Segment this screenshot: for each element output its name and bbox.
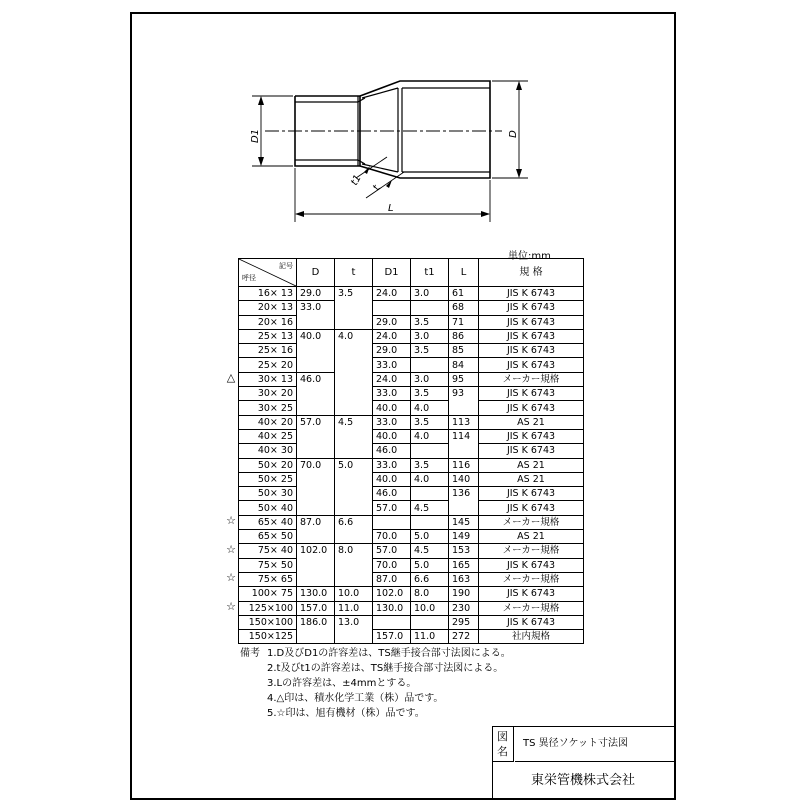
t1-cell: 3.5 [411,315,449,329]
label-t: t [371,183,383,193]
D-cell [297,387,335,401]
t-cell: 8.0 [335,544,373,558]
label-t1: t1 [349,173,364,188]
L-cell: 93 [449,387,479,401]
size-cell: 30× 25 [239,401,297,415]
size-cell: 25× 16 [239,344,297,358]
size-cell: 50× 20 [239,458,297,472]
D1-cell: 70.0 [373,530,411,544]
L-cell: 68 [449,301,479,315]
D1-cell: 40.0 [373,401,411,415]
L-cell: 230 [449,601,479,615]
large-end-outline [360,81,490,178]
t-cell [335,572,373,586]
D-cell [297,429,335,443]
L-cell: 85 [449,344,479,358]
L-cell: 61 [449,287,479,301]
t1-cell: 3.0 [411,372,449,386]
D-cell [297,315,335,329]
spec-cell: JIS K 6743 [479,315,584,329]
table-row [239,387,584,401]
D-cell [297,558,335,572]
table-row [239,487,584,501]
size-cell: 65× 40 [239,515,297,529]
L-cell: 136 [449,487,479,501]
D1-cell: 33.0 [373,458,411,472]
spec-cell: AS 21 [479,458,584,472]
title-block [492,726,676,800]
spec-cell: JIS K 6743 [479,587,584,601]
D1-cell: 24.0 [373,287,411,301]
star-mark-icon: ☆ [226,514,236,528]
size-cell: 75× 40 [239,544,297,558]
t1-cell: 10.0 [411,601,449,615]
table-row [239,372,584,386]
size-cell: 30× 20 [239,387,297,401]
L-cell: 165 [449,558,479,572]
t-cell [335,372,373,386]
t1-cell: 3.5 [411,458,449,472]
label-D: D [508,130,519,138]
t1-cell: 4.0 [411,429,449,443]
D-cell: 40.0 [297,329,335,343]
D-cell [297,444,335,458]
t-cell [335,315,373,329]
size-cell: 40× 25 [239,429,297,443]
table-row [239,444,584,458]
notes-heading: 備考 [240,648,260,659]
spec-cell: JIS K 6743 [479,287,584,301]
D-cell: 130.0 [297,587,335,601]
D-cell: 29.0 [297,287,335,301]
size-cell: 125×100 [239,601,297,615]
header-kigo: 記号 [279,262,293,270]
size-cell: 40× 30 [239,444,297,458]
notes [240,646,511,721]
D1-cell: 57.0 [373,501,411,515]
L-cell: 190 [449,587,479,601]
spec-cell: JIS K 6743 [479,329,584,343]
t-cell [335,387,373,401]
t-cell: 3.5 [335,287,373,301]
t1-cell: 11.0 [411,630,449,644]
D-cell: 70.0 [297,458,335,472]
L-cell: 153 [449,544,479,558]
t-cell [335,344,373,358]
D1-cell: 33.0 [373,415,411,429]
table-row [239,630,584,644]
spec-cell: AS 21 [479,472,584,486]
t1-cell [411,515,449,529]
size-cell: 25× 13 [239,329,297,343]
spec-cell: JIS K 6743 [479,444,584,458]
D1-cell: 29.0 [373,315,411,329]
D-cell [297,344,335,358]
table-row [239,429,584,443]
L-cell: 116 [449,458,479,472]
table-row [239,472,584,486]
D-cell [297,630,335,644]
t1-cell: 5.0 [411,558,449,572]
D-cell: 186.0 [297,615,335,629]
size-cell: 65× 50 [239,530,297,544]
title-zumei-2: 名 [497,745,508,758]
D1-cell: 57.0 [373,544,411,558]
L-cell: 113 [449,415,479,429]
spec-cell: JIS K 6743 [479,358,584,372]
t1-cell: 4.0 [411,472,449,486]
D1-cell [373,615,411,629]
t1-cell: 4.5 [411,544,449,558]
D-cell [297,358,335,372]
t1-cell [411,444,449,458]
D1-cell [373,515,411,529]
star-mark-icon: ☆ [226,600,236,614]
note-item: 3.Lの許容差は、±4mmとする。 [267,678,417,689]
D1-cell: 102.0 [373,587,411,601]
L-cell [449,401,479,415]
size-cell: 100× 75 [239,587,297,601]
D1-cell [373,301,411,315]
spec-cell: AS 21 [479,415,584,429]
t1-cell: 3.5 [411,415,449,429]
t-cell [335,301,373,315]
size-cell: 75× 50 [239,558,297,572]
spec-cell: AS 21 [479,530,584,544]
star-mark-icon: ☆ [226,542,236,556]
spec-cell: メーカー規格 [479,372,584,386]
L-cell: 149 [449,530,479,544]
t-cell: 5.0 [335,458,373,472]
D1-cell: 24.0 [373,372,411,386]
size-cell: 150×100 [239,615,297,629]
t1-cell: 6.6 [411,572,449,586]
table-row [239,572,584,586]
size-cell: 150×125 [239,630,297,644]
table-row [239,344,584,358]
spec-cell: JIS K 6743 [479,387,584,401]
table-row [239,358,584,372]
D-cell: 33.0 [297,301,335,315]
spec-cell: メーカー規格 [479,515,584,529]
t-cell [335,429,373,443]
table-row [239,458,584,472]
L-cell: 86 [449,329,479,343]
D-cell [297,487,335,501]
D-cell: 157.0 [297,601,335,615]
title-company: 東栄管機株式会社 [530,773,635,788]
small-end-outline [295,96,360,166]
L-cell: 163 [449,572,479,586]
spec-cell: メーカー規格 [479,544,584,558]
t-cell [335,558,373,572]
L-cell: 84 [449,358,479,372]
L-cell: 114 [449,429,479,443]
D-cell [297,572,335,586]
t1-cell [411,358,449,372]
header-t: t [335,259,373,287]
t-cell: 4.5 [335,415,373,429]
note-row-1 [240,646,511,661]
header-spec: 規 格 [479,259,584,287]
t-cell: 4.0 [335,329,373,343]
label-L: L [388,203,394,214]
note-item: 1.D及びD1の許容差は、TS継手接合部寸法図による。 [267,648,511,659]
triangle-mark-icon: △ [226,371,236,385]
table-row [239,544,584,558]
t-cell [335,501,373,515]
L-cell: 71 [449,315,479,329]
spec-cell: JIS K 6743 [479,301,584,315]
t-cell: 11.0 [335,601,373,615]
L-cell: 140 [449,472,479,486]
t-cell [335,530,373,544]
t1-cell: 5.0 [411,530,449,544]
header-t1: t1 [411,259,449,287]
table-row [239,287,584,301]
t-cell: 13.0 [335,615,373,629]
D1-cell: 40.0 [373,472,411,486]
L-cell: 95 [449,372,479,386]
D1-cell: 29.0 [373,344,411,358]
t-cell [335,630,373,644]
header-corner [239,259,297,287]
size-cell: 20× 16 [239,315,297,329]
t-cell: 10.0 [335,587,373,601]
table-row [239,301,584,315]
D1-cell: 33.0 [373,387,411,401]
label-D1: D1 [250,128,261,144]
D1-cell: 33.0 [373,358,411,372]
D-cell: 102.0 [297,544,335,558]
header-D1: D1 [373,259,411,287]
table-header-row [239,259,584,287]
spec-cell: JIS K 6743 [479,501,584,515]
D-cell: 57.0 [297,415,335,429]
size-cell: 40× 20 [239,415,297,429]
t1-cell [411,487,449,501]
table-row [239,587,584,601]
t-cell [335,401,373,415]
t-cell [335,487,373,501]
D1-cell: 24.0 [373,329,411,343]
spec-cell: JIS K 6743 [479,429,584,443]
D-cell [297,472,335,486]
size-cell: 50× 30 [239,487,297,501]
reducer-socket-drawing [0,0,809,240]
spec-cell: メーカー規格 [479,572,584,586]
D1-cell: 46.0 [373,444,411,458]
D-cell [297,501,335,515]
t-cell [335,358,373,372]
L-cell: 145 [449,515,479,529]
L-cell: 272 [449,630,479,644]
size-cell: 16× 13 [239,287,297,301]
D1-cell: 130.0 [373,601,411,615]
table-row [239,501,584,515]
t1-cell: 4.5 [411,501,449,515]
spec-cell: JIS K 6743 [479,487,584,501]
title-zumei-1: 図 [497,730,508,743]
table-row [239,615,584,629]
size-cell: 20× 13 [239,301,297,315]
size-cell: 75× 65 [239,572,297,586]
t1-cell: 4.0 [411,401,449,415]
unit-label: 単位:mm [508,251,551,262]
table-body [239,287,584,644]
D1-cell: 40.0 [373,429,411,443]
D-cell: 87.0 [297,515,335,529]
spec-cell: JIS K 6743 [479,615,584,629]
size-cell: 30× 13 [239,372,297,386]
spec-cell: JIS K 6743 [479,401,584,415]
table-row [239,515,584,529]
header-kokei: 呼径 [242,274,256,282]
L-cell [449,501,479,515]
t-cell: 6.6 [335,515,373,529]
t1-cell: 3.0 [411,329,449,343]
table-row [239,329,584,343]
spec-cell: JIS K 6743 [479,344,584,358]
note-item: 2.t及びt1の許容差は、TS継手接合部寸法図による。 [267,663,504,674]
table-row [239,530,584,544]
title-zumei [492,726,514,762]
note-row-5 [240,706,511,721]
t-cell [335,472,373,486]
note-row-3 [240,676,511,691]
table-row [239,558,584,572]
t1-cell [411,615,449,629]
t1-cell [411,301,449,315]
size-cell: 25× 20 [239,358,297,372]
table-row [239,415,584,429]
L-cell [449,444,479,458]
note-item: 4.△印は、積水化学工業（株）品です。 [267,693,444,704]
D1-cell: 157.0 [373,630,411,644]
dimension-table [238,258,584,644]
table-row [239,601,584,615]
D-cell [297,401,335,415]
table-row [239,315,584,329]
header-D: D [297,259,335,287]
size-cell: 50× 25 [239,472,297,486]
t1-cell: 3.5 [411,344,449,358]
L-cell: 295 [449,615,479,629]
t-cell [335,444,373,458]
size-cell: 50× 40 [239,501,297,515]
table-row [239,401,584,415]
note-item: 5.☆印は、旭有機材（株）品です。 [267,708,425,719]
t1-cell: 3.5 [411,387,449,401]
title-drawing-name: TS 異径ソケット寸法図 [515,726,674,762]
note-row-2 [240,661,511,676]
star-mark-icon: ☆ [226,571,236,585]
D-cell [297,530,335,544]
D-cell: 46.0 [297,372,335,386]
spec-cell: JIS K 6743 [479,558,584,572]
note-row-4 [240,691,511,706]
t1-cell: 8.0 [411,587,449,601]
D1-cell: 46.0 [373,487,411,501]
D1-cell: 70.0 [373,558,411,572]
t1-cell: 3.0 [411,287,449,301]
header-L: L [449,259,479,287]
D1-cell: 87.0 [373,572,411,586]
spec-cell: 社内規格 [479,630,584,644]
spec-cell: メーカー規格 [479,601,584,615]
